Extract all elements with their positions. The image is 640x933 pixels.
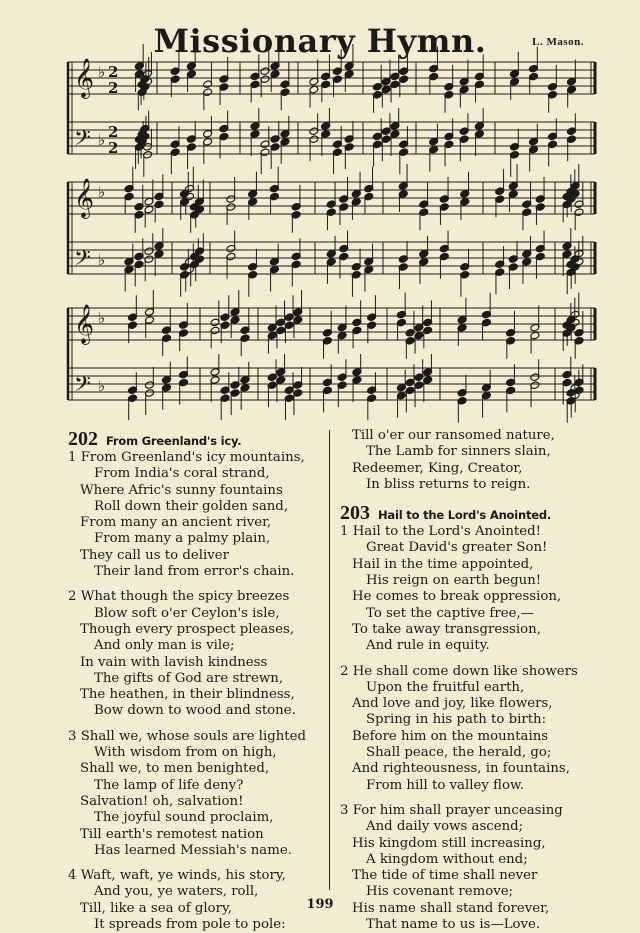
verse-line [340,761,630,777]
verse-line [68,564,326,580]
verse-line [340,778,630,794]
verse-text: Before him on the mountains [352,728,549,744]
verse-line [68,729,326,745]
time-signature-top: 2 [108,63,119,81]
verse-line [340,868,630,884]
verse-text: Their land from error's chain. [94,564,295,580]
verse-text: Till, like a sea of glory, [80,900,232,916]
verse-text: Hail to the Lord's Anointed! [352,524,542,540]
verse-text: He comes to break oppression, [352,589,562,605]
hymn-header [340,502,630,524]
verse-text: Though every prospect pleases, [80,621,295,637]
verse-line [68,687,326,703]
verse-line [68,917,326,933]
verse-text: A kingdom without end; [366,851,528,867]
right-column [340,428,630,933]
verse-text: They call us to deliver [80,547,229,563]
verse-line [68,589,326,605]
verse-text: And you, ye waters, roll, [94,884,259,900]
verse-text: The joyful sound proclaim, [94,810,274,826]
verse-number: 3 [340,802,349,818]
verse-text: Till o'er our ransomed nature, [352,428,555,443]
verse-line [68,843,326,859]
verse-line [340,557,630,573]
verse-line [68,868,326,884]
verse-line [68,810,326,826]
verse-line [340,622,630,638]
flat-key-signature: ♭ [98,251,106,269]
time-signature-bottom: 2 [108,79,119,97]
time-signature-top: 2 [108,123,119,141]
verse-text: And daily vows ascend; [366,819,524,835]
treble-clef: 𝄞 [74,304,95,344]
verse-text: In vain with lavish kindness [80,654,268,670]
verse-text: Redeemer, King, Creator, [352,460,523,476]
verse-text: His kingdom still increasing, [352,835,546,851]
bass-clef: 𝄢 [74,372,91,402]
verse-text: Till earth's remotest nation [80,826,264,842]
verse-text: Spring in his path to birth: [366,712,547,728]
verse-text: Roll down their golden sand, [94,498,289,514]
verse-text: From many a palmy plain, [94,531,271,547]
music-score [0,0,640,430]
verse-text: Upon the fruitful earth, [366,679,525,695]
left-column [68,428,326,933]
verse-text: Great David's greater Son! [366,540,548,556]
verse-spacer [68,580,326,589]
verse-line [340,428,630,444]
verse-text: The lamp of life deny? [94,777,244,793]
verse-text: And righteousness, in fountains, [352,761,570,777]
verse-line [340,729,630,745]
verse-text: The Lamb for sinners slain, [366,444,551,460]
hymn-subtitle: From Greenland's icy. [106,434,242,448]
verse-line [340,540,630,556]
verse-line [68,827,326,843]
verse-text: The heathen, in their blindness, [80,687,295,703]
verse-line [340,524,630,540]
time-signature-bottom: 2 [108,139,119,157]
verse-line [68,483,326,499]
verse-spacer [68,720,326,729]
verse-line [340,606,630,622]
verse-line [68,745,326,761]
verse-line [68,671,326,687]
verse-text: Hail in the time appointed, [352,556,534,572]
verse-text: From Greenland's icy mountains, [80,450,305,465]
hymn-number: 202 [68,428,98,450]
verse-number: 2 [68,589,77,605]
verse-line [68,499,326,515]
verse-spacer [68,859,326,868]
verse-text: And rule in equity. [366,638,490,654]
verse-line [340,573,630,589]
verse-line [68,638,326,654]
column-divider [329,430,330,890]
verse-text: The gifts of God are strewn, [94,670,284,686]
verse-line [68,794,326,810]
verse-text: What though the spicy breezes [80,589,290,605]
verse-line [68,703,326,719]
treble-clef: 𝄞 [74,58,95,98]
hymn-number: 203 [340,502,370,525]
verse-line [68,466,326,482]
verse-number: 3 [68,728,77,744]
verse-line [340,664,630,680]
flat-key-signature: ♭ [98,309,106,327]
verse-text: The tide of time shall never [352,868,538,884]
verse-line [340,680,630,696]
verse-line [68,655,326,671]
flat-key-signature: ♭ [98,183,106,201]
hymn-header [68,428,326,450]
bass-clef: 𝄢 [74,126,91,156]
verse-line [68,548,326,564]
verse-line [340,819,630,835]
verse-text: And only man is vile; [94,638,235,654]
verse-line [68,450,326,466]
verse-line [68,606,326,622]
verse-text: From hill to valley flow. [366,777,525,793]
verse-line [340,852,630,868]
hymn-subtitle: Hail to the Lord's Anointed. [378,508,552,523]
verse-text: Shall peace, the herald, go; [366,745,552,761]
verse-text: From India's coral strand, [94,466,270,482]
verse-line [68,778,326,794]
verse-text: In bliss returns to reign. [366,476,531,492]
verse-line [68,622,326,638]
verse-line [340,696,630,712]
verse-text: Shall we, whose souls are lighted [80,728,306,744]
flat-key-signature: ♭ [98,63,106,81]
verse-line [68,761,326,777]
verse-text: His reign on earth begun! [366,573,542,589]
verse-text: With wisdom from on high, [94,745,277,761]
verse-line [68,531,326,547]
verse-number: 1 [68,450,77,465]
verse-text: Bow down to wood and stone. [94,703,296,719]
verse-text: And love and joy, like flowers, [352,696,553,712]
verse-line [340,917,630,933]
treble-clef: 𝄞 [74,178,95,218]
verse-text: He shall come down like showers [352,663,578,679]
verse-line [340,477,630,493]
page-number: 199 [306,897,334,912]
hymn-title: Missionary Hymn. [153,22,487,60]
verse-line [340,589,630,605]
verse-line [340,638,630,654]
verse-line [68,515,326,531]
verse-text: Blow soft o'er Ceylon's isle, [94,605,280,621]
verse-text: His covenant remove; [366,884,514,900]
verse-number: 4 [68,868,77,884]
verse-text: For him shall prayer unceasing [352,802,563,818]
verse-text: To take away transgression, [352,621,541,637]
verse-line [340,461,630,477]
verse-text: Where Afric's sunny fountains [80,482,283,498]
verse-number: 1 [340,524,349,540]
verse-text: From many an ancient river, [80,515,272,531]
verse-line [340,712,630,728]
bass-clef: 𝄢 [74,246,91,276]
verse-line [340,444,630,460]
verse-text: Waft, waft, ye winds, his story, [80,868,286,884]
verse-text: To set the captive free,— [366,605,534,621]
verse-number: 2 [340,663,349,679]
verse-spacer [340,794,630,803]
hymn-spacer [340,493,630,502]
verse-line [340,745,630,761]
verse-line [340,803,630,819]
verse-text: Shall we, to men benighted, [80,761,270,777]
verse-text: Salvation! oh, salvation! [80,793,244,809]
flat-key-signature: ♭ [98,377,106,395]
verse-text: Has learned Messiah's name. [94,842,292,858]
verse-text: It spreads from pole to pole: [94,917,286,933]
verse-text: His name shall stand forever, [352,900,550,916]
composer-credit: L. Mason. [532,36,584,48]
flat-key-signature: ♭ [98,131,106,149]
verse-text: That name to us is—Love. [366,917,541,933]
verse-line [340,836,630,852]
verse-spacer [340,655,630,664]
